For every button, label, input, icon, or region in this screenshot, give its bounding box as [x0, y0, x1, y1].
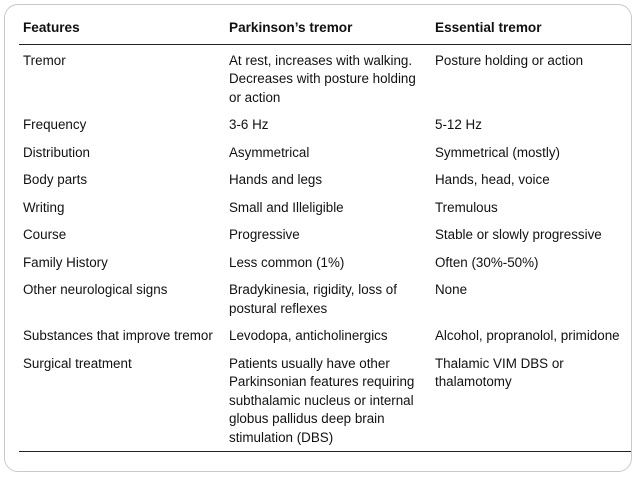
table-row	[19, 251, 631, 279]
feature-cell: Substances that improve tremor	[23, 328, 213, 343]
feature-cell: Surgical treatment	[19, 352, 225, 452]
feature-cell: Family History	[23, 254, 108, 270]
feature-cell: Other neurological signs	[23, 282, 168, 297]
table-row	[19, 324, 631, 352]
header-parkinsons-tremor: Parkinson’s tremor	[225, 13, 431, 44]
table-header-row	[19, 13, 631, 44]
essential-cell: Often (30%-50%)	[435, 254, 539, 270]
essential-cell: Thalamic VIM DBS or thalamotomy	[431, 352, 631, 452]
essential-cell: 5-12 Hz	[435, 117, 482, 132]
essential-cell: Symmetrical (mostly)	[435, 144, 560, 160]
essential-cell: Tremulous	[435, 199, 498, 215]
feature-cell: Frequency	[23, 117, 87, 132]
table-row	[19, 352, 631, 452]
feature-cell: Course	[23, 227, 67, 242]
feature-cell: Body parts	[23, 172, 88, 187]
comparison-table	[19, 13, 631, 452]
parkinsons-cell: Asymmetrical	[229, 144, 310, 160]
essential-cell: Posture holding or action	[435, 52, 584, 68]
table-row	[19, 44, 631, 113]
feature-cell: Tremor	[23, 52, 66, 68]
parkinsons-cell: Small and Illeligible	[229, 199, 344, 215]
parkinsons-cell: 3-6 Hz	[229, 117, 269, 132]
parkinsons-cell: Patients usually have other Parkinsonian features requiring subthalamic nucleus or internal globus pallidus deep brain stimulation (DBS)	[225, 352, 431, 452]
parkinsons-cell: Levodopa, anticholinergics	[229, 328, 388, 343]
parkinsons-cell: Progressive	[229, 227, 300, 242]
table-row	[19, 113, 631, 141]
parkinsons-cell: Less common (1%)	[229, 254, 345, 270]
parkinsons-cell: Hands and legs	[229, 172, 323, 187]
table-row	[19, 196, 631, 224]
table-row	[19, 168, 631, 196]
feature-cell: Distribution	[23, 144, 90, 160]
table-row	[19, 141, 631, 169]
essential-cell: Hands, head, voice	[435, 172, 550, 187]
essential-cell: Alcohol, propranolol, primidone	[435, 328, 620, 343]
table-row	[19, 223, 631, 251]
header-essential-tremor: Essential tremor	[431, 13, 631, 44]
table-row	[19, 278, 631, 324]
feature-cell: Writing	[23, 199, 65, 215]
parkinsons-cell: Bradykinesia, rigidity, loss of postural reflexes	[229, 282, 397, 316]
essential-cell: None	[435, 282, 468, 297]
essential-cell: Stable or slowly progressive	[435, 227, 602, 242]
parkinsons-cell: At rest, increases with walking. Decreases with posture holding or action	[229, 52, 416, 105]
slide-frame	[4, 4, 632, 472]
header-features: Features	[19, 13, 225, 44]
